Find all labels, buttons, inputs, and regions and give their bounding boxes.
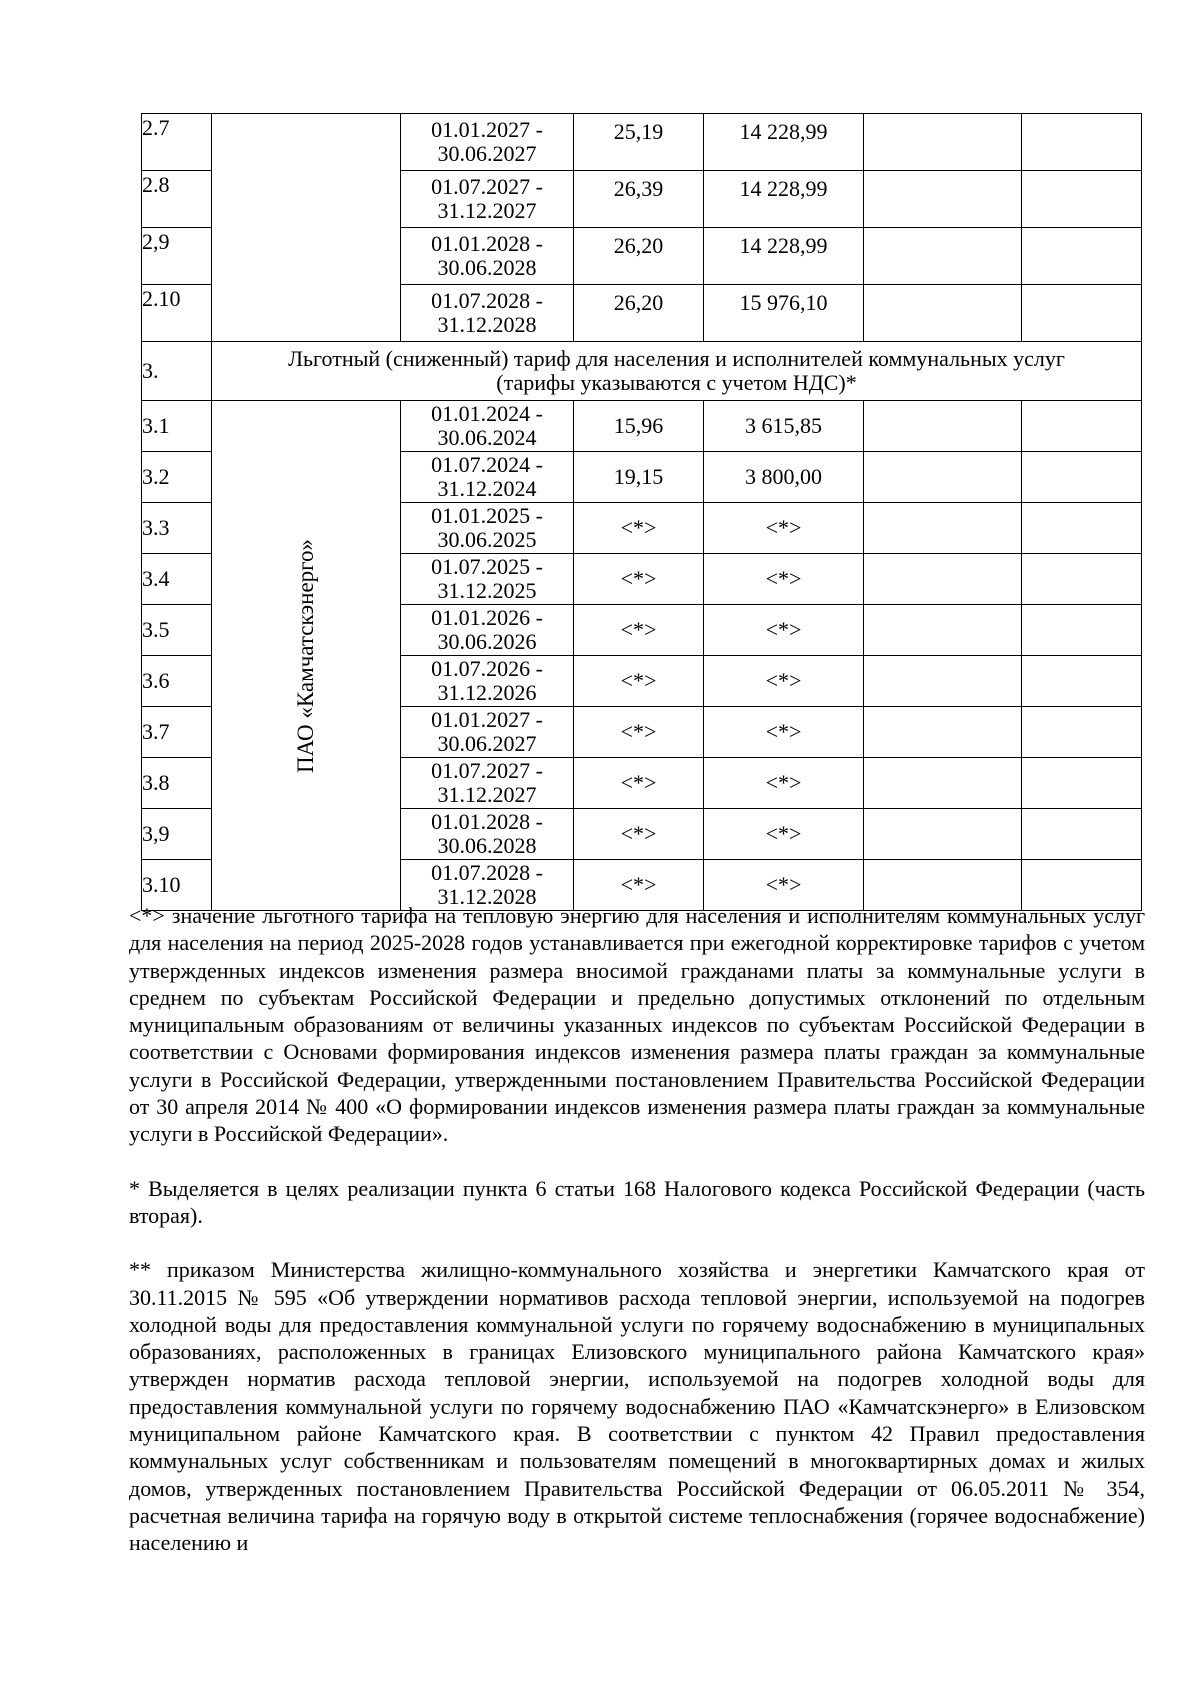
rate-value: <*>: [574, 707, 704, 758]
tariff-value: <*>: [704, 656, 864, 707]
empty-cell: [864, 114, 1022, 171]
empty-cell: [1022, 605, 1142, 656]
row-number: 3.8: [142, 758, 212, 809]
period-cell: 01.01.2026 - 30.06.2026: [401, 605, 574, 656]
tariff-value: <*>: [704, 707, 864, 758]
rate-value: <*>: [574, 605, 704, 656]
period-cell: 01.01.2027 - 30.06.2027: [401, 707, 574, 758]
empty-cell: [864, 554, 1022, 605]
empty-cell: [864, 285, 1022, 342]
empty-cell: [1022, 707, 1142, 758]
row-number: 3.10: [142, 860, 212, 911]
rate-value: 19,15: [574, 452, 704, 503]
rate-value: <*>: [574, 809, 704, 860]
period-cell: 01.07.2027 - 31.12.2027: [401, 758, 574, 809]
tariff-value: 14 228,99: [704, 171, 864, 228]
empty-cell: [864, 452, 1022, 503]
tariff-value: <*>: [704, 758, 864, 809]
empty-cell: [1022, 285, 1142, 342]
rate-value: <*>: [574, 554, 704, 605]
order-footnote: ** приказом Министерства жилищно-коммунального хозяйства и энергетики Камчатского края от 30.11.2015 № 595 «Об утверждении нормативов расхода тепловой энергии, используемой на подогрев холодной воды для предоставления коммунальной услуги по горячему водоснабжению в муниципальных образованиях, расположенных в границах Елизовского муниципального района Камчатского края» утвержден норматив расхода тепловой энергии, используемой на подогрев холодной воды для предоставления коммунальной услуги по горячему водоснабжению ПАО «Камчатскэнерго» в Елизовском муниципальном районе Камчатского края. В соответствии с пунктом 42 Правил предоставления коммунальных услуг собственникам и пользователям помещений в многоквартирных домах и жилых домов, утвержденных постановлением Правительства Российской Федерации от 06.05.2011 № 354, расчетная величина тарифа на горячую воду в открытой системе теплоснабжения (горячее водоснабжение) населению и: [129, 1257, 1145, 1556]
row-number: 2.7: [142, 114, 212, 171]
tariff-value: 14 228,99: [704, 114, 864, 171]
star-footnote: <*> значение льготного тарифа на тепловую энергию для населения и исполнителям коммунальных услуг для населения на период 2025-2028 годов устанавливается при ежегодной корректировке тарифов с учетом утвержденных индексов изменения размера вносимой гражданами платы за коммунальные услуги в среднем по субъектам Российской Федерации и предельно допустимых отклонений по отдельным муниципальным образованиям от величины указанных индексов по субъектам Российской Федерации в соответствии с Основами формирования индексов изменения размера платы граждан за коммунальные услуги в Российской Федерации, утвержденными постановлением Правительства Российской Федерации от 30 апреля 2014 № 400 «О формировании индексов изменения размера платы граждан за коммунальные услуги в Российской Федерации».: [129, 903, 1145, 1147]
table-row: [142, 114, 1142, 171]
section-title: Льготный (сниженный) тариф для населения и исполнителей коммунальных услуг (тарифы указываются с учетом НДС)*: [212, 342, 1142, 401]
period-cell: 01.01.2024 - 30.06.2024: [401, 401, 574, 452]
row-number: 3.7: [142, 707, 212, 758]
empty-cell: [864, 228, 1022, 285]
period-cell: 01.07.2025 - 31.12.2025: [401, 554, 574, 605]
period-cell: 01.01.2028 - 30.06.2028: [401, 809, 574, 860]
period-cell: 01.07.2024 - 31.12.2024: [401, 452, 574, 503]
tariff-value: <*>: [704, 554, 864, 605]
empty-cell: [864, 809, 1022, 860]
tariff-value: <*>: [704, 605, 864, 656]
empty-cell: [1022, 228, 1142, 285]
row-number: 3.4: [142, 554, 212, 605]
rate-value: <*>: [574, 758, 704, 809]
empty-cell: [1022, 656, 1142, 707]
empty-cell: [1022, 114, 1142, 171]
empty-cell: [1022, 401, 1142, 452]
tariff-table: [141, 113, 1142, 911]
tariff-value: 14 228,99: [704, 228, 864, 285]
footnotes: [129, 902, 1145, 1557]
period-cell: 01.01.2028 - 30.06.2028: [401, 228, 574, 285]
empty-cell: [1022, 503, 1142, 554]
empty-cell: [1022, 809, 1142, 860]
rate-value: <*>: [574, 860, 704, 911]
rate-value: 26,20: [574, 285, 704, 342]
empty-cell: [1022, 452, 1142, 503]
section-number: 3.: [142, 342, 212, 401]
row-number: 3.6: [142, 656, 212, 707]
row-number: 3.5: [142, 605, 212, 656]
row-number: 3.1: [142, 401, 212, 452]
row-number: 2.10: [142, 285, 212, 342]
rate-value: <*>: [574, 656, 704, 707]
vat-footnote: * Выделяется в целях реализации пункта 6 статьи 168 Налогового кодекса Российской Федерации (часть вторая).: [129, 1175, 1145, 1228]
rate-value: <*>: [574, 503, 704, 554]
rate-value: 26,39: [574, 171, 704, 228]
tariff-value: 3 615,85: [704, 401, 864, 452]
row-number: 3.2: [142, 452, 212, 503]
org-cell-empty: [212, 114, 401, 342]
period-cell: 01.01.2025 - 30.06.2025: [401, 503, 574, 554]
empty-cell: [864, 503, 1022, 554]
empty-cell: [864, 656, 1022, 707]
empty-cell: [864, 401, 1022, 452]
row-number: 3.3: [142, 503, 212, 554]
row-number: 2,9: [142, 228, 212, 285]
empty-cell: [1022, 554, 1142, 605]
period-cell: 01.07.2028 - 31.12.2028: [401, 285, 574, 342]
tariff-value: <*>: [704, 503, 864, 554]
period-cell: 01.01.2027 - 30.06.2027: [401, 114, 574, 171]
tariff-value: 15 976,10: [704, 285, 864, 342]
tariff-value: <*>: [704, 860, 864, 911]
empty-cell: [1022, 171, 1142, 228]
empty-cell: [864, 605, 1022, 656]
row-number: 3,9: [142, 809, 212, 860]
empty-cell: [1022, 758, 1142, 809]
period-cell: 01.07.2027 - 31.12.2027: [401, 171, 574, 228]
row-number: 2.8: [142, 171, 212, 228]
table-row: [142, 401, 1142, 452]
rate-value: 26,20: [574, 228, 704, 285]
org-name: ПАО «Камчатскэнерго»: [293, 538, 318, 773]
section-header-row: [142, 342, 1142, 401]
org-cell: [212, 401, 401, 911]
period-cell: 01.07.2026 - 31.12.2026: [401, 656, 574, 707]
empty-cell: [864, 707, 1022, 758]
empty-cell: [864, 758, 1022, 809]
period-cell: 01.07.2028 - 31.12.2028: [401, 860, 574, 911]
rate-value: 25,19: [574, 114, 704, 171]
tariff-value: <*>: [704, 809, 864, 860]
tariff-value: 3 800,00: [704, 452, 864, 503]
empty-cell: [864, 171, 1022, 228]
rate-value: 15,96: [574, 401, 704, 452]
